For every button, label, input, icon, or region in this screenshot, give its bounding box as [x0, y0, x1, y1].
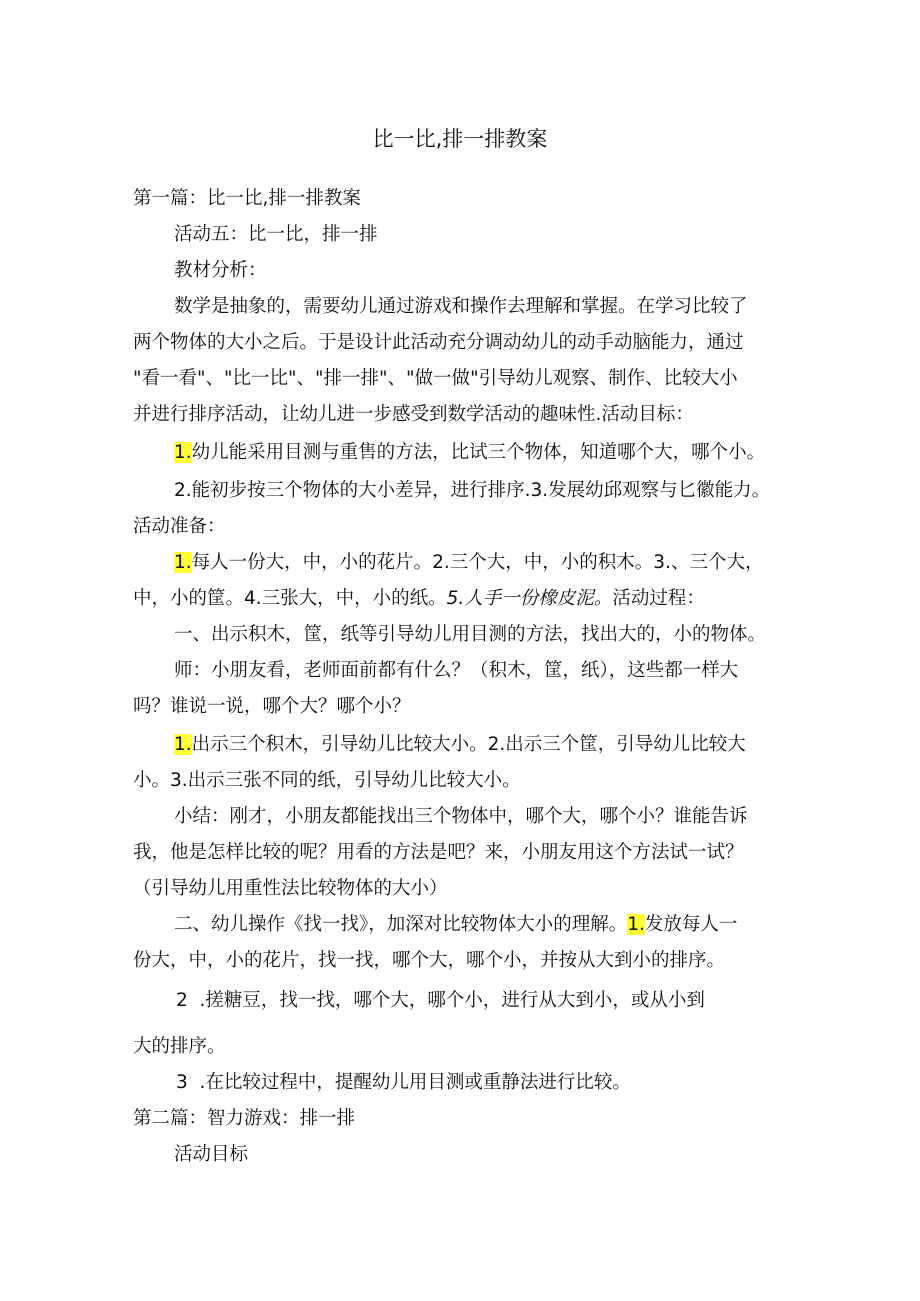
summary-line: 我，他是怎样比较的呢？用看的方法是吧？来，小朋友用这个方法试一试？	[133, 842, 744, 863]
step-line: 3 .在比较过程中，提醒幼儿用目测或重静法进行比较。	[176, 1072, 631, 1093]
goal-line-1	[174, 439, 765, 467]
process-step-1: 一、出示积木，筐，纸等引导幼儿用目测的方法，找出大的，小的物体。	[174, 624, 767, 645]
compare-text: 出示三个积木，引导幼儿比较大小。2.出示三个筐，引导幼儿比较大	[191, 734, 746, 755]
step-line: 大的排序。	[133, 1036, 226, 1057]
step-line: 2 .搓糖豆，找一找，哪个大，哪个小，进行从大到小，或从小到	[176, 990, 705, 1011]
preparation-text: 每人一份大，中，小的花片。2.三个大，中，小的积木。3.、三个大，	[191, 552, 764, 573]
process-step-2	[174, 911, 737, 939]
paragraph-line: 数学是抽象的，需要幼儿通过游戏和操作去理解和掌握。在学习比较了	[174, 296, 748, 317]
highlight-marker: 1.	[174, 552, 192, 573]
compare-line-1	[174, 731, 746, 759]
teacher-line: 吗？谁说一说，哪个大？哪个小？	[133, 696, 411, 717]
preparation-line-2	[133, 585, 705, 613]
process-heading: 活动过程：	[612, 588, 705, 609]
summary-line: （引导幼儿用重性法比较物体的大小）	[133, 878, 448, 899]
step-text: 二、幼儿操作《找一找》，加深对比较物体大小的理解。	[174, 914, 628, 935]
paragraph-line: 两个物体的大小之后。于是设计此活动充分调动幼儿的动手动脑能力，通过	[133, 332, 744, 353]
activity-heading: 活动五：比一比，排一排	[174, 224, 378, 245]
goal-line-2: 2.能初步按三个物体的大小差异，进行排序.3.发展幼邱观察与匕徽能力。	[174, 480, 771, 501]
highlight-marker: 1.	[174, 734, 192, 755]
paragraph-line: 并进行排序活动，让幼儿进一步感受到数学活动的趣味性.活动目标：	[133, 404, 694, 425]
section-heading-1: 第一篇：比一比,排一排教案	[133, 188, 361, 209]
italic-text: 5.人手一份橡皮泥。	[446, 588, 613, 609]
preparation-heading: 活动准备：	[133, 516, 226, 537]
summary-line: 小结：刚才，小朋友都能找出三个物体中，哪个大，哪个小？谁能告诉	[174, 806, 748, 827]
material-analysis-heading: 教材分析：	[174, 260, 267, 281]
step-line: 份大，中，小的花片，找一找，哪个大，哪个小，并按从大到小的排序。	[133, 950, 726, 971]
highlight-marker: 1.	[627, 914, 645, 935]
document-title: 比一比,排一排教案	[372, 127, 548, 151]
section-heading-2: 第二篇：智力游戏：排一排	[133, 1108, 356, 1129]
paragraph-line: "看一看"、"比一比"、"排一排"、"做一做"引导幼儿观察、制作、比较大小	[133, 368, 738, 389]
preparation-text: 中，小的筐。4.三张大，中，小的纸。	[133, 588, 447, 609]
goal-heading: 活动目标	[174, 1144, 249, 1165]
goal-text: 幼儿能采用目测与重售的方法，比试三个物体，知道哪个大，哪个小。	[191, 442, 766, 463]
teacher-line: 师：小朋友看，老师面前都有什么？（积木，筐，纸），这些都一样大	[174, 660, 739, 681]
highlight-marker: 1.	[174, 442, 192, 463]
step-text: 发放每人一	[644, 914, 738, 935]
preparation-line-1	[174, 549, 763, 577]
compare-line-2: 小。3.出示三张不同的纸，引导幼儿比较大小。	[133, 770, 521, 791]
